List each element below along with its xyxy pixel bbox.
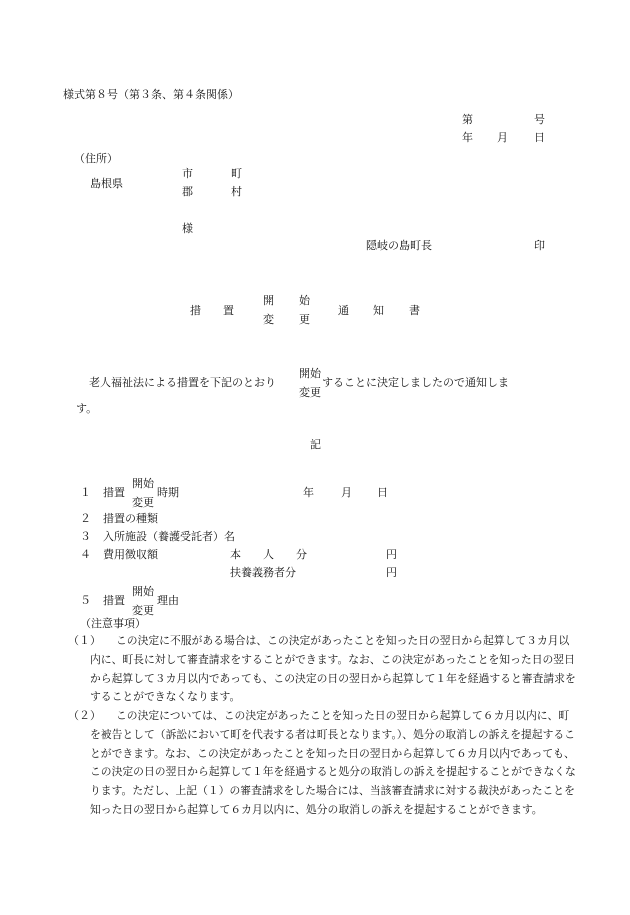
item-number: １ bbox=[80, 486, 91, 499]
choice-change: 変更 bbox=[132, 604, 154, 617]
title-kai: 開 bbox=[263, 294, 274, 307]
notes-heading: （注意事項） bbox=[80, 617, 146, 630]
item-choice bbox=[132, 582, 154, 620]
choice-start: 開始 bbox=[132, 477, 154, 490]
item-label: 入所施設（養護受託者）名 bbox=[103, 530, 235, 543]
choice-change: 変更 bbox=[132, 496, 154, 509]
date-month: 月 bbox=[497, 131, 508, 144]
ki-heading: 記 bbox=[310, 438, 321, 451]
issuer-name: 隠岐の島町長 bbox=[366, 239, 432, 252]
doc-no-suffix: 号 bbox=[534, 113, 545, 126]
title-chi: 知 bbox=[373, 304, 384, 317]
note-text: この決定については、この決定があったことを知った日の翌日から起算して６カ月以内に、町を被告として（訴訟において町を代表する者は町長となります。）、処分の取消しの訴えを提起することができます。なお、この決定があったことを知った日の翌日から起算して６カ月以内であっても、この決定の日の翌日から起算して１年を経過すると処分の取消しの訴えを提起することができなくなります。ただし、上記（１）の審査請求をした場合には、当該審査請求に対する裁決があったことを知った日の翌日から起算して６カ月以内に、処分の取消しの訴えを提起することができます。 bbox=[90, 709, 576, 816]
honorific-sama: 様 bbox=[182, 222, 193, 235]
body-line2: す。 bbox=[76, 402, 98, 415]
item-label: 措置の種類 bbox=[103, 512, 158, 525]
item-choice bbox=[132, 474, 154, 512]
note-number: （１） bbox=[68, 634, 101, 647]
item-suffix: 時期 bbox=[157, 486, 179, 499]
fee-support-unit: 円 bbox=[386, 566, 397, 579]
item-day: 日 bbox=[377, 486, 388, 499]
item-number: ２ bbox=[80, 512, 91, 525]
title-sochi: 措 置 bbox=[190, 304, 234, 317]
item-suffix: 理由 bbox=[157, 594, 179, 607]
village-label: 村 bbox=[231, 185, 242, 198]
prefecture: 島根県 bbox=[90, 177, 123, 190]
title-shi: 始 bbox=[299, 294, 310, 307]
item-number: ５ bbox=[80, 594, 91, 607]
body-choice bbox=[299, 364, 321, 402]
doc-no-prefix: 第 bbox=[462, 113, 473, 126]
item-number: ３ bbox=[80, 530, 91, 543]
body-line1-a: 老人福祉法による措置を下記のとおり bbox=[89, 376, 276, 389]
date-year: 年 bbox=[462, 131, 473, 144]
item-month: 月 bbox=[341, 486, 352, 499]
choice-change: 変更 bbox=[299, 386, 321, 399]
form-label: 様式第８号（第３条、第４条関係） bbox=[63, 88, 239, 101]
seal-mark: 印 bbox=[534, 239, 545, 252]
fee-support-label: 扶養義務者分 bbox=[230, 566, 296, 579]
choice-start: 開始 bbox=[299, 367, 321, 380]
fee-self-label: 本 人 分 bbox=[230, 548, 307, 561]
address-label: （住所） bbox=[74, 152, 118, 165]
title-kou: 更 bbox=[299, 313, 310, 326]
note-text: この決定に不服がある場合は、この決定があったことを知った日の翌日から起算して３カ月以内に、町長に対して審査請求をすることができます。なお、この決定があったことを知った日の翌日から起算して３カ月以内であっても、この決定の日の翌日から起算して１年を経過すると審査請求をすることができなくなります。 bbox=[90, 634, 576, 704]
item-label: 措置 bbox=[103, 594, 125, 607]
city-label: 市 bbox=[182, 167, 193, 180]
town-label: 町 bbox=[231, 167, 242, 180]
note-number: （２） bbox=[68, 709, 101, 722]
item-label: 措置 bbox=[103, 486, 125, 499]
title-hen: 変 bbox=[263, 313, 274, 326]
date-day: 日 bbox=[534, 131, 545, 144]
title-sho: 書 bbox=[409, 304, 420, 317]
body-line1-b: することに決定しましたので通知しま bbox=[322, 376, 509, 389]
item-label: 費用徴収額 bbox=[103, 548, 158, 561]
item-number: ４ bbox=[80, 548, 91, 561]
fee-self-unit: 円 bbox=[386, 548, 397, 561]
choice-start: 開始 bbox=[132, 585, 154, 598]
item-year: 年 bbox=[303, 486, 314, 499]
county-label: 郡 bbox=[182, 185, 193, 198]
title-tsu: 通 bbox=[338, 304, 349, 317]
